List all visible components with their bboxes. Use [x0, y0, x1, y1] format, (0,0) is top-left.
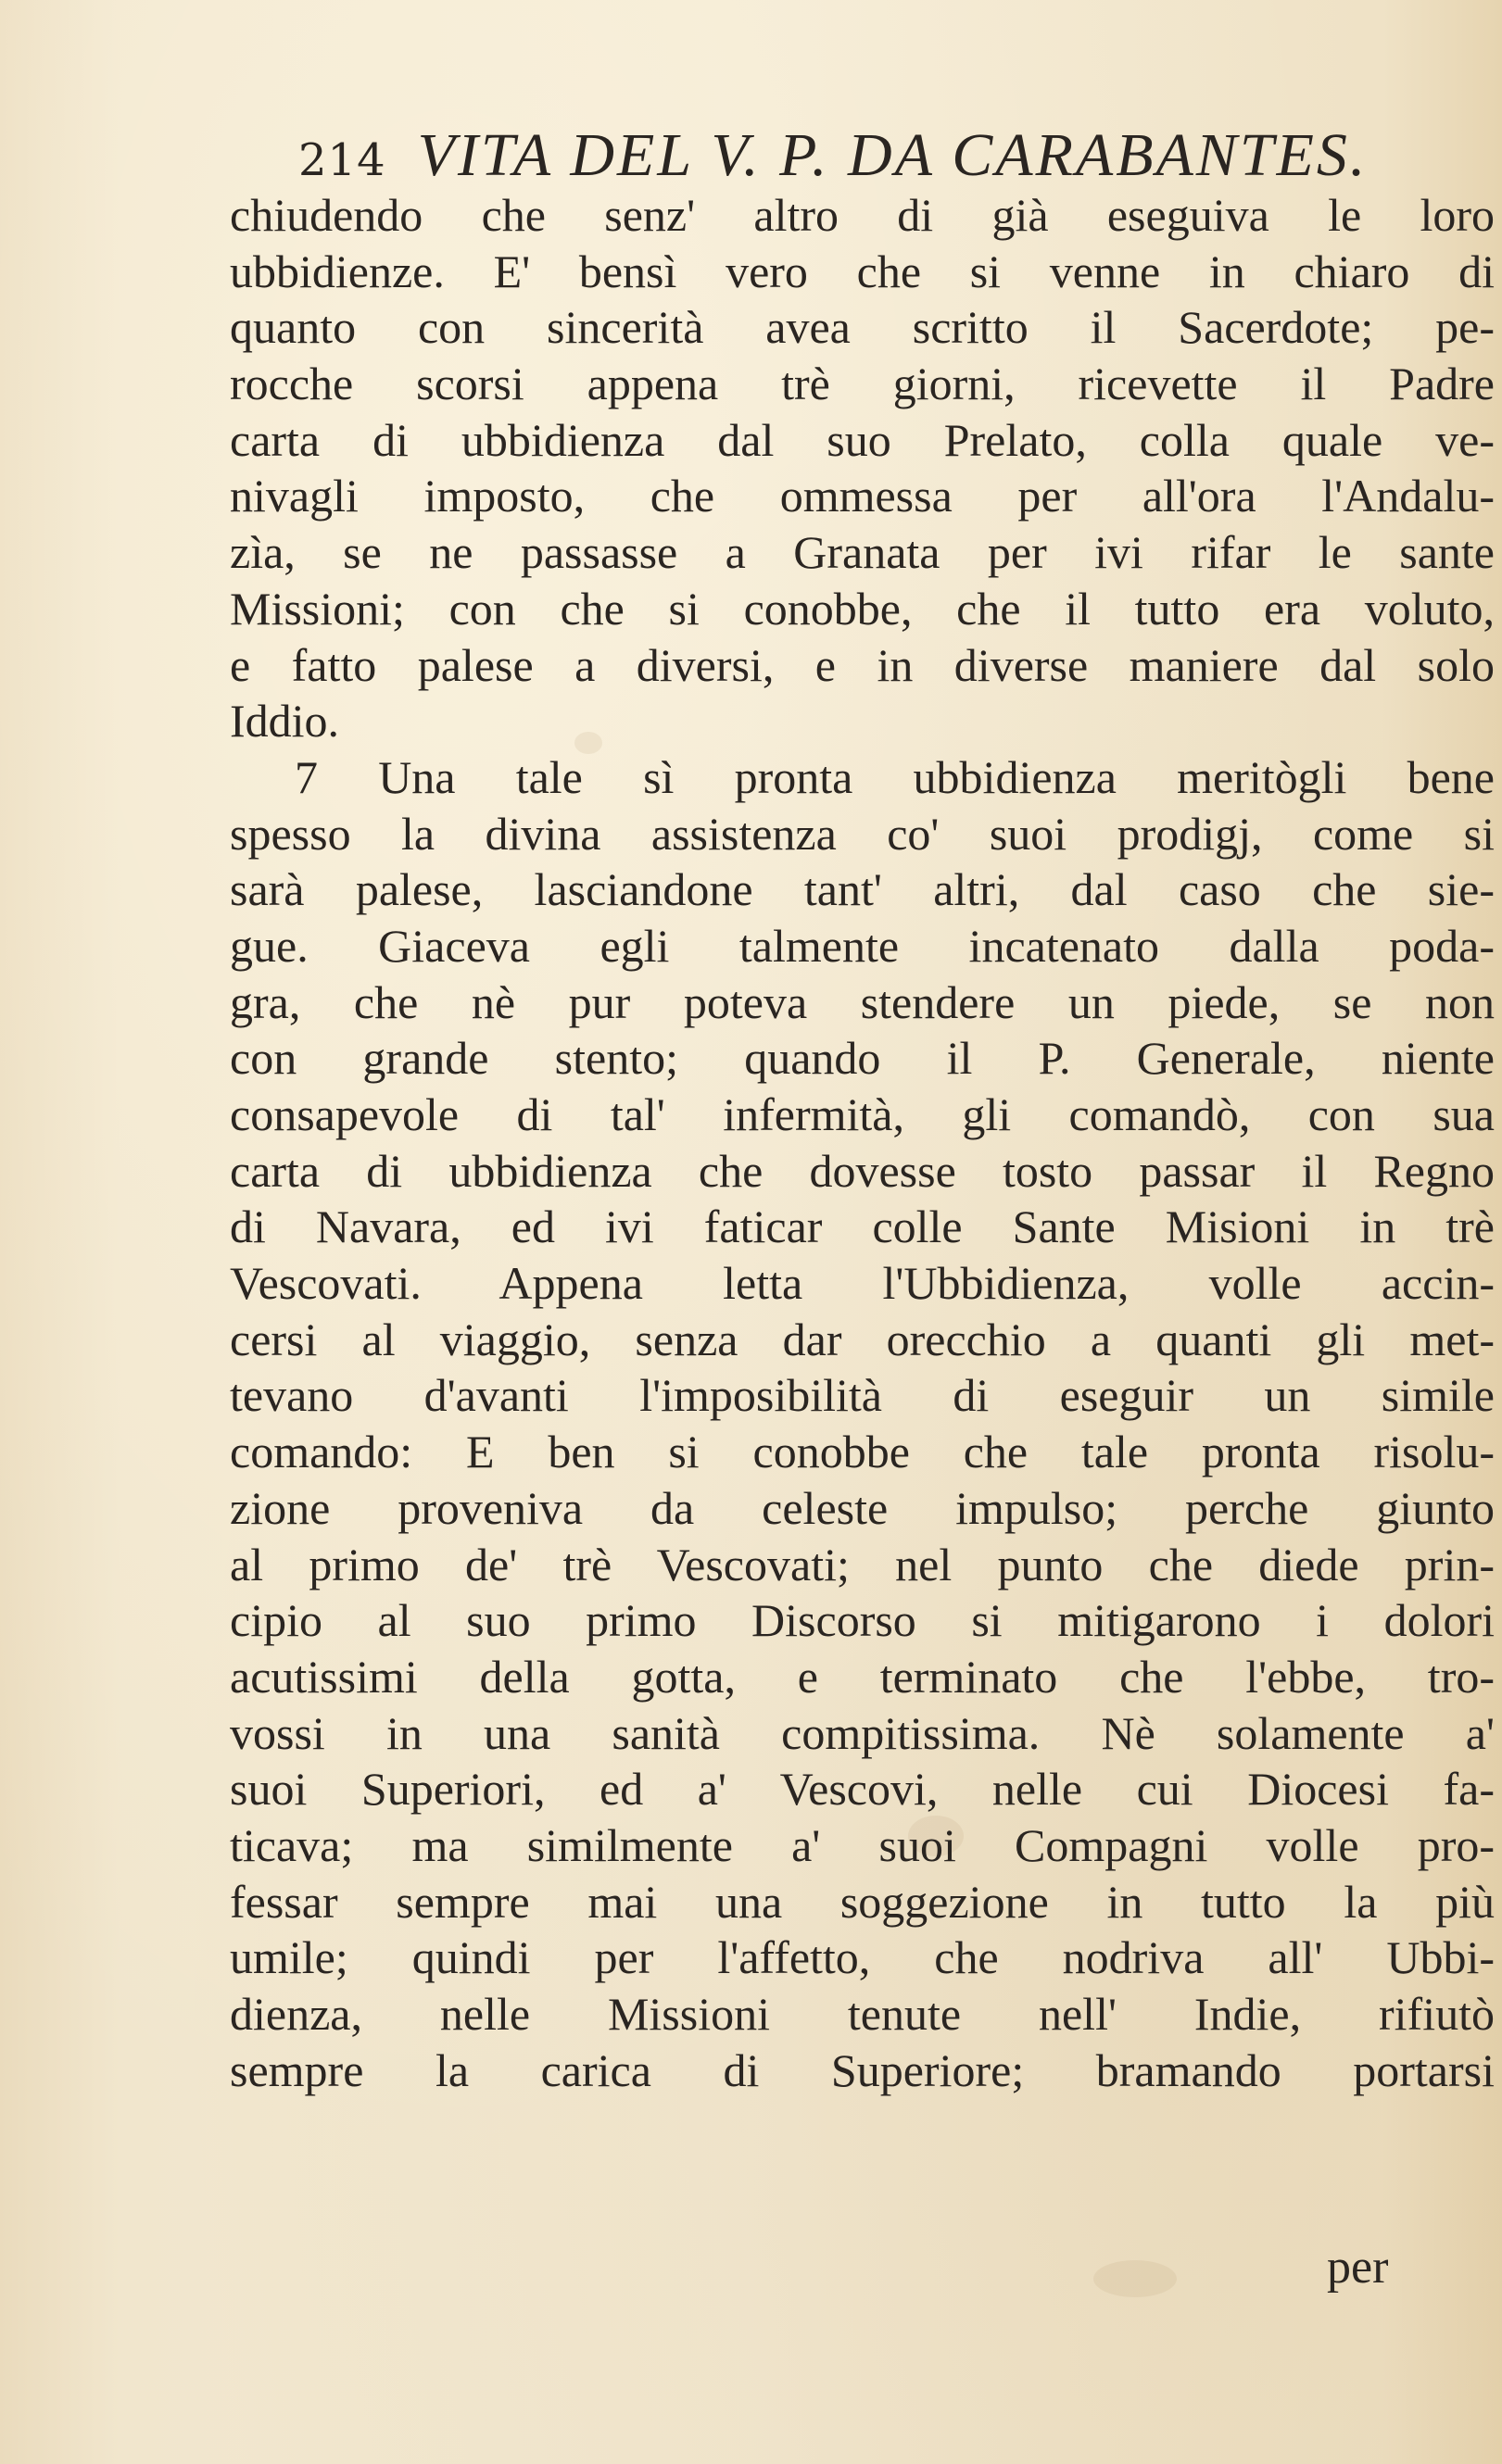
text-line: rocche scorsi appena trè giorni, ricevette il Padre	[230, 358, 1495, 410]
text-line: sarà palese, lasciandone tant' altri, dal caso che sie-	[230, 863, 1495, 916]
text-line: tevano d'avanti l'imposibilità di eseguir un simile	[230, 1369, 1495, 1422]
text-line: carta di ubbidienza che dovesse tosto passar il Regno	[230, 1144, 1495, 1197]
text-line: dienza, nelle Missioni tenute nell' Indie, rifiutò	[230, 1988, 1495, 2040]
text-line: e fatto palese a diversi, e in diverse maniere dal solo	[230, 638, 1495, 691]
paragraph-start-line: 7 Una tale sì pronta ubbidienza meritògli bene	[295, 750, 1495, 803]
text-line: suoi Superiori, ed a' Vescovi, nelle cui Diocesi fa-	[230, 1763, 1495, 1816]
text-line: acutissimi della gotta, e terminato che l'ebbe, tro-	[230, 1650, 1495, 1703]
text-line: umile; quindi per l'affetto, che nodriva all' Ubbi-	[230, 1931, 1495, 1984]
text-line: cipio al suo primo Discorso si mitigarono i dolori	[230, 1594, 1495, 1647]
text-line: ubbidienze. E' bensì vero che si venne in chiaro di	[230, 245, 1495, 297]
text-line: gra, che nè pur poteva stendere un piede, se non	[230, 975, 1495, 1028]
text-line: Vescovati. Appena letta l'Ubbidienza, volle accin-	[230, 1257, 1495, 1310]
text-line: zìa, se ne passasse a Granata per ivi rifar le sante	[230, 526, 1495, 579]
text-line: consapevole di tal' infermità, gli comandò, con sua	[230, 1088, 1495, 1140]
text-line: quanto con sincerità avea scritto il Sacerdote; pe-	[230, 301, 1495, 354]
catchword: per	[1327, 2241, 1389, 2294]
text-line: vossi in una sanità compitissima. Nè solamente a'	[230, 1706, 1495, 1759]
page-number: 214	[298, 134, 386, 186]
paper-stain	[1093, 2260, 1177, 2297]
text-line: Missioni; con che si conobbe, che il tutto era voluto,	[230, 582, 1495, 635]
text-line: al primo de' trè Vescovati; nel punto che diede prin-	[230, 1538, 1495, 1590]
text-line: Iddio.	[230, 695, 340, 748]
text-line: cersi al viaggio, senza dar orecchio a quanti gli met-	[230, 1313, 1495, 1365]
page-header	[298, 120, 1494, 195]
text-line: sempre la carica di Superiore; bramando portarsi	[230, 2043, 1495, 2096]
text-line: di Navara, ed ivi faticar colle Sante Misioni in trè	[230, 1201, 1495, 1253]
text-line: nivagli imposto, che ommessa per all'ora l'Andalu-	[230, 470, 1495, 522]
text-line: chiudendo che senz' altro di già eseguiva le loro	[230, 189, 1495, 241]
running-title: VITA DEL V. P. DA CARABANTES.	[417, 121, 1369, 189]
text-line: spesso la divina assistenza co' suoi prodigj, come si	[230, 807, 1495, 860]
text-line: gue. Giaceva egli talmente incatenato dalla poda-	[230, 919, 1495, 972]
text-line: carta di ubbidienza dal suo Prelato, colla quale ve-	[230, 413, 1495, 466]
text-line: ticava; ma similmente a' suoi Compagni volle pro-	[230, 1818, 1495, 1871]
text-line: zione proveniva da celeste impulso; perche giunto	[230, 1481, 1495, 1534]
text-line: con grande stento; quando il P. Generale, niente	[230, 1032, 1495, 1085]
body-text	[230, 187, 1495, 2098]
text-line: comando: E ben si conobbe che tale pronta risolu-	[230, 1426, 1495, 1478]
text-line: fessar sempre mai una soggezione in tutto la più	[230, 1875, 1495, 1928]
